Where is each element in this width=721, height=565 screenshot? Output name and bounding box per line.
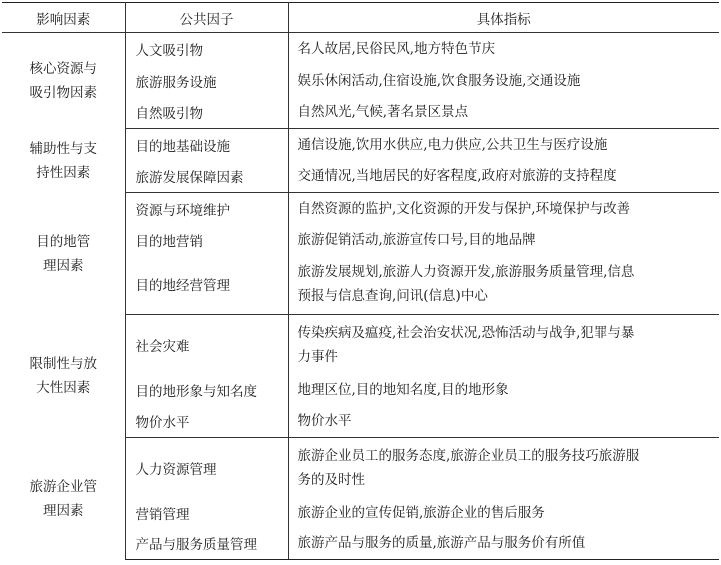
factor-cell: 营销管理 bbox=[125, 498, 288, 528]
indicator-cell: 旅游企业员工的服务态度,旅游企业员工的服务技巧旅游服 务的及时性 bbox=[297, 447, 640, 488]
factor-cell: 目的地营销 bbox=[125, 225, 288, 255]
factor-cell: 旅游发展保障因素 bbox=[125, 161, 288, 193]
header-influence-factor: 影响因素 bbox=[2, 3, 125, 33]
indicator-cell: 物价水平 bbox=[288, 405, 719, 438]
indicator-cell: 自然资源的监护,文化资源的开发与保护,环境保护与改善 bbox=[297, 200, 631, 217]
indicator-cell: 旅游促销活动,旅游宣传口号,目的地品牌 bbox=[297, 231, 536, 248]
header-row bbox=[2, 3, 719, 33]
factor-cell: 目的地经营管理 bbox=[125, 255, 288, 315]
factor-cell: 产品与服务质量管理 bbox=[125, 528, 288, 560]
indicator-cell: 自然风光,气候,著名景区景点 bbox=[288, 97, 719, 129]
indicator-cell: 名人故居,民俗民风,地方特色节庆 bbox=[297, 40, 496, 57]
table-row bbox=[2, 129, 719, 161]
group-name: 辅助性与支 持性因素 bbox=[2, 129, 125, 193]
factor-cell: 社会灾难 bbox=[125, 315, 288, 375]
group-name: 限制性与放 大性因素 bbox=[2, 315, 125, 438]
indicator-cell: 地理区位,目的地知名度,目的地形象 bbox=[297, 381, 509, 398]
table-row bbox=[2, 315, 719, 375]
indicator-cell: 通信设施,饮用水供应,电力供应,公共卫生与医疗设施 bbox=[297, 136, 608, 153]
group-name: 目的地管 理因素 bbox=[2, 193, 125, 315]
table-row bbox=[2, 438, 719, 498]
indicator-cell: 娱乐休闲活动,住宿设施,饮食服务设施,交通设施 bbox=[297, 72, 581, 89]
indicator-cell: 旅游产品与服务的质量,旅游产品与服务价有所值 bbox=[288, 528, 719, 560]
table-row bbox=[2, 193, 719, 225]
factor-cell: 物价水平 bbox=[125, 405, 288, 438]
group-name: 旅游企业管 理因素 bbox=[2, 438, 125, 560]
factor-cell: 资源与环境维护 bbox=[125, 193, 288, 225]
indicator-cell: 旅游企业的宣传促销,旅游企业的售后服务 bbox=[297, 504, 545, 521]
indicator-cell: 传染疾病及瘟疫,社会治安状况,恐怖活动与战争,犯罪与暴 力事件 bbox=[297, 324, 635, 365]
factor-cell: 旅游服务设施 bbox=[125, 65, 288, 97]
table-row bbox=[2, 33, 719, 65]
factor-cell: 人力资源管理 bbox=[125, 438, 288, 498]
factor-cell: 自然吸引物 bbox=[125, 97, 288, 129]
factor-cell: 人文吸引物 bbox=[125, 33, 288, 65]
factor-table bbox=[2, 2, 719, 560]
indicator-cell: 交通情况,当地居民的好客程度,政府对旅游的支持程度 bbox=[288, 161, 719, 193]
group-name: 核心资源与 吸引物因素 bbox=[2, 33, 125, 129]
header-common-factor: 公共因子 bbox=[125, 3, 288, 33]
header-indicators: 具体指标 bbox=[288, 3, 719, 33]
indicator-cell: 旅游发展规划,旅游人力资源开发,旅游服务质量管理,信息 预报与信息查询,问讯(信息)中心 bbox=[288, 255, 719, 315]
factor-cell: 目的地形象与知名度 bbox=[125, 375, 288, 405]
factor-cell: 目的地基础设施 bbox=[125, 129, 288, 161]
